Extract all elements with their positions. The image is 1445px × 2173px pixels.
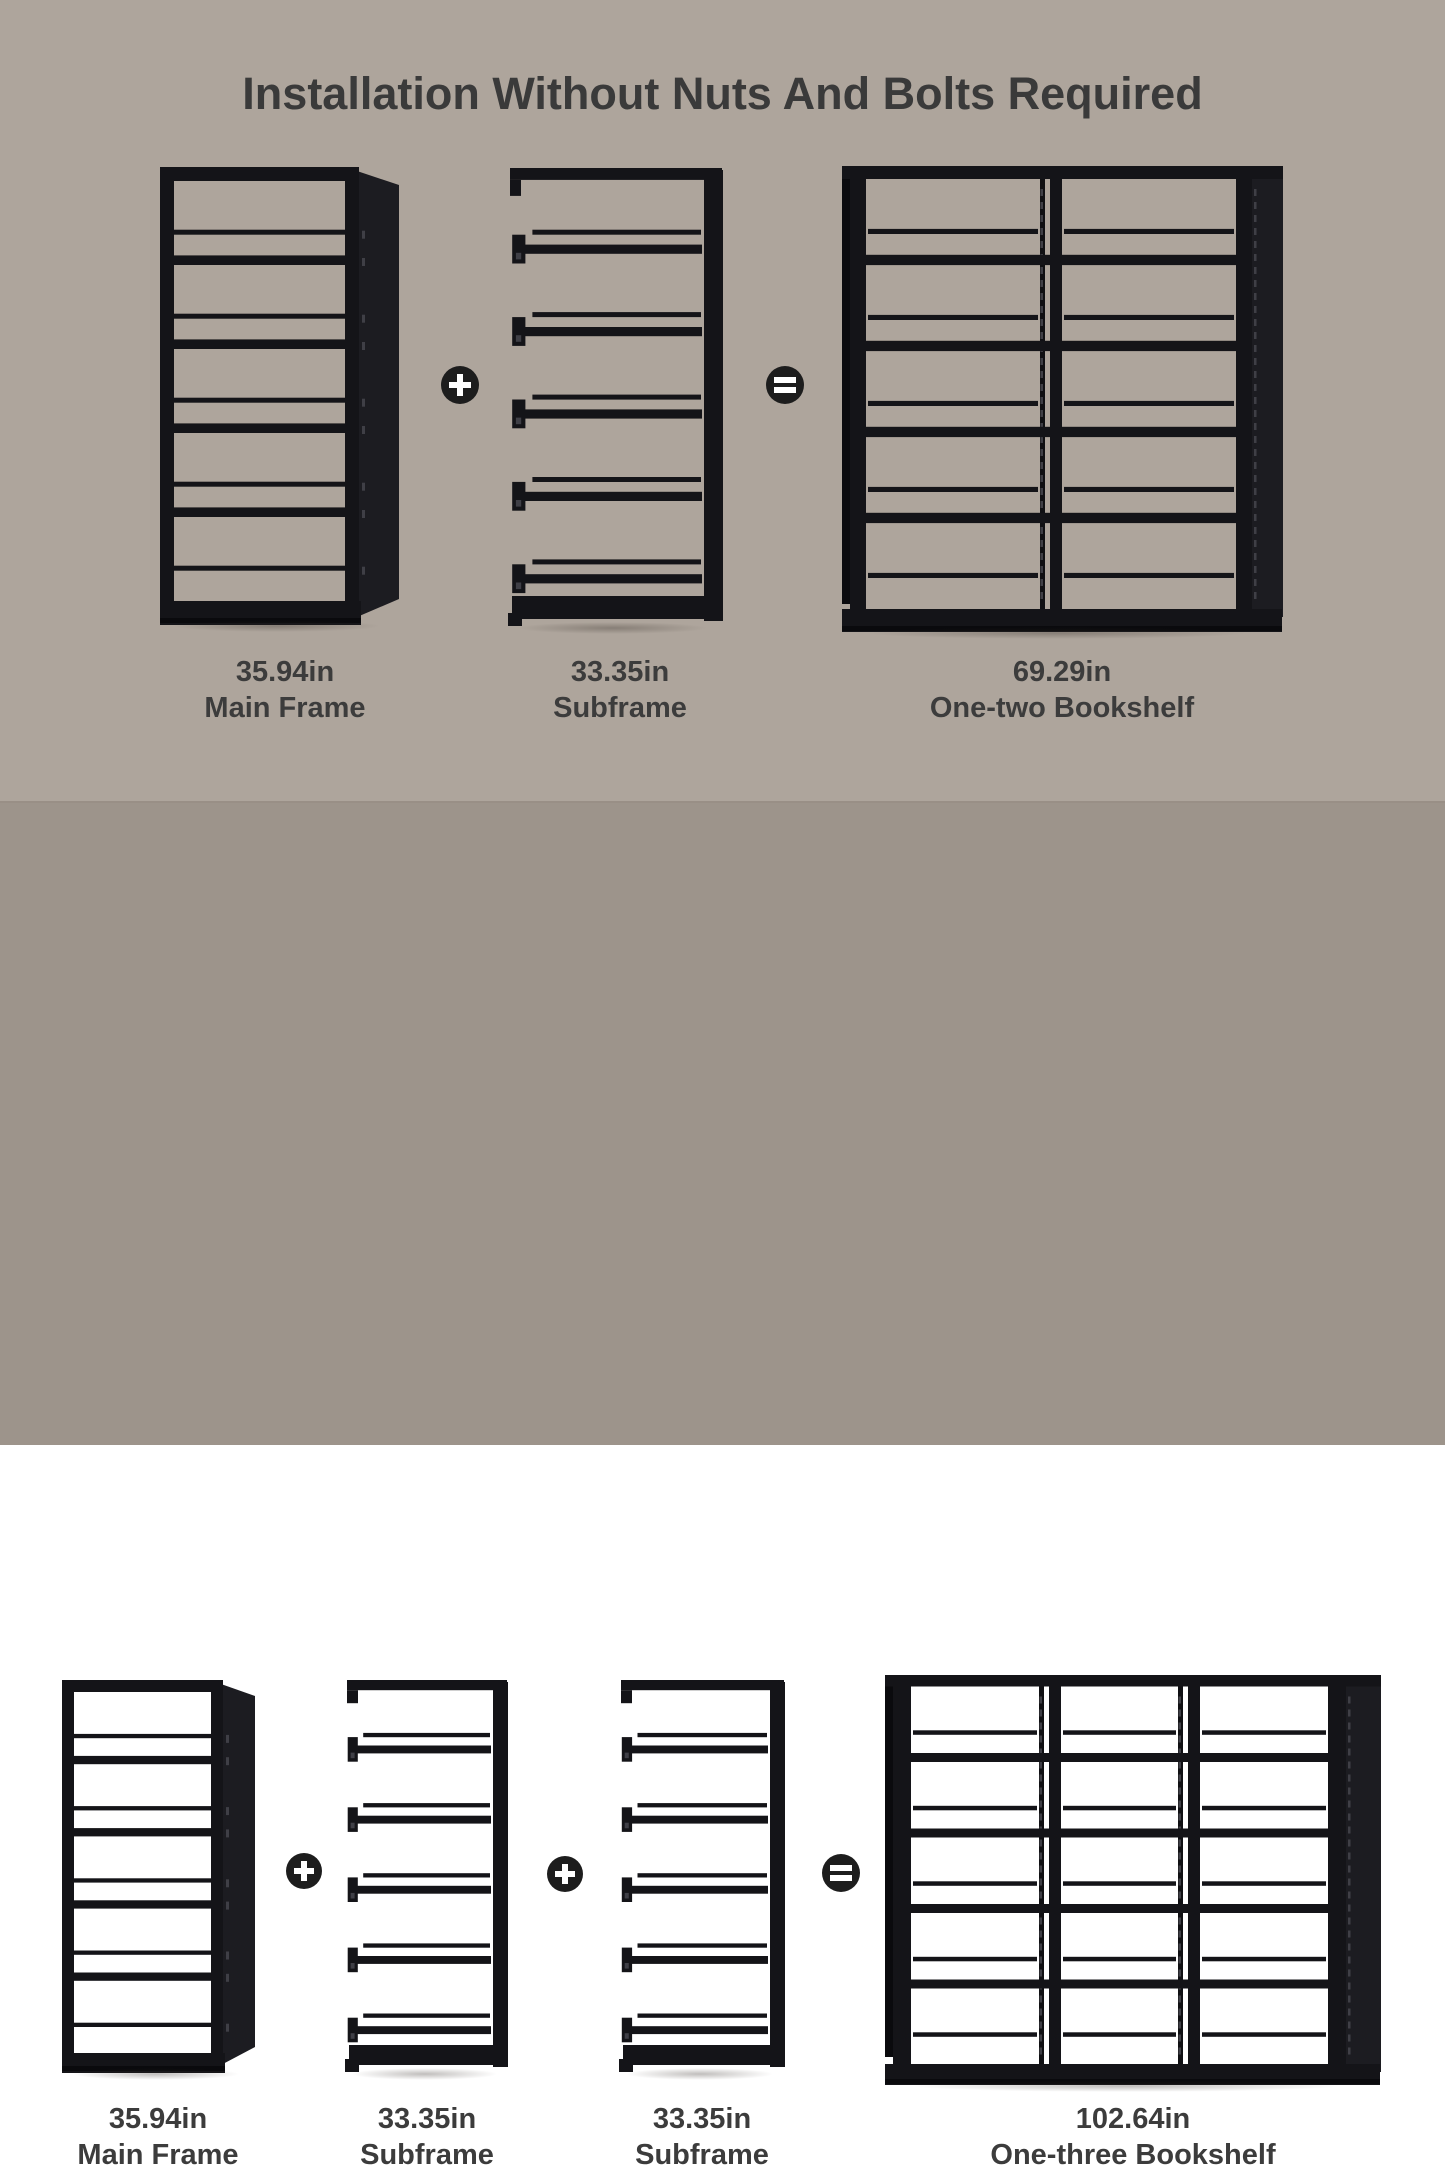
equals-icon-bar bbox=[830, 1865, 853, 1871]
subframe-label bbox=[562, 2101, 842, 2173]
main-frame-image bbox=[62, 1680, 256, 2073]
size-text: 35.94in bbox=[235, 656, 335, 688]
plus-icon-bar bbox=[457, 374, 463, 396]
plus-icon bbox=[547, 1856, 583, 1892]
size-text: 69.29in bbox=[1012, 656, 1112, 688]
one-two-bookshelf-label bbox=[902, 654, 1222, 726]
one-three-bookshelf-label bbox=[953, 2101, 1313, 2173]
main-frame-label bbox=[145, 654, 425, 726]
equals-icon-bar bbox=[774, 387, 797, 393]
subframe-label bbox=[480, 654, 760, 726]
equals-icon bbox=[822, 1854, 860, 1892]
subframe-image bbox=[506, 168, 726, 627]
page-title: Installation Without Nuts And Bolts Required bbox=[242, 68, 1203, 119]
subframe-label bbox=[287, 2101, 567, 2173]
size-text: 33.35in bbox=[652, 2103, 752, 2135]
plus-icon-bar bbox=[301, 1861, 307, 1882]
main-frame-image bbox=[160, 167, 400, 625]
size-text: 33.35in bbox=[570, 656, 670, 688]
section-one-three bbox=[0, 803, 1445, 2171]
plus-icon bbox=[286, 1853, 322, 1889]
equals-icon-bar bbox=[774, 377, 797, 383]
name-text: Subframe bbox=[360, 2139, 494, 2171]
name-text: Main Frame bbox=[204, 692, 366, 724]
subframe-image bbox=[343, 1680, 511, 2073]
subframe-image bbox=[617, 1680, 788, 2073]
equals-icon-bar bbox=[830, 1875, 853, 1881]
one-three-bookshelf-image bbox=[885, 1675, 1382, 2085]
name-text: Main Frame bbox=[77, 2139, 239, 2171]
size-text: 35.94in bbox=[108, 2103, 208, 2135]
name-text: Subframe bbox=[553, 692, 687, 724]
size-text: 102.64in bbox=[1075, 2103, 1191, 2135]
main-frame-label bbox=[18, 2101, 298, 2173]
name-text: Subframe bbox=[635, 2139, 769, 2171]
section-one-two bbox=[0, 0, 1445, 803]
name-text: One-two Bookshelf bbox=[929, 692, 1195, 724]
plus-icon bbox=[441, 366, 479, 404]
size-text: 33.35in bbox=[377, 2103, 477, 2135]
equals-icon bbox=[766, 366, 804, 404]
one-two-bookshelf-image bbox=[842, 166, 1284, 632]
name-text: One-three Bookshelf bbox=[990, 2139, 1276, 2171]
plus-icon-bar bbox=[562, 1864, 568, 1885]
